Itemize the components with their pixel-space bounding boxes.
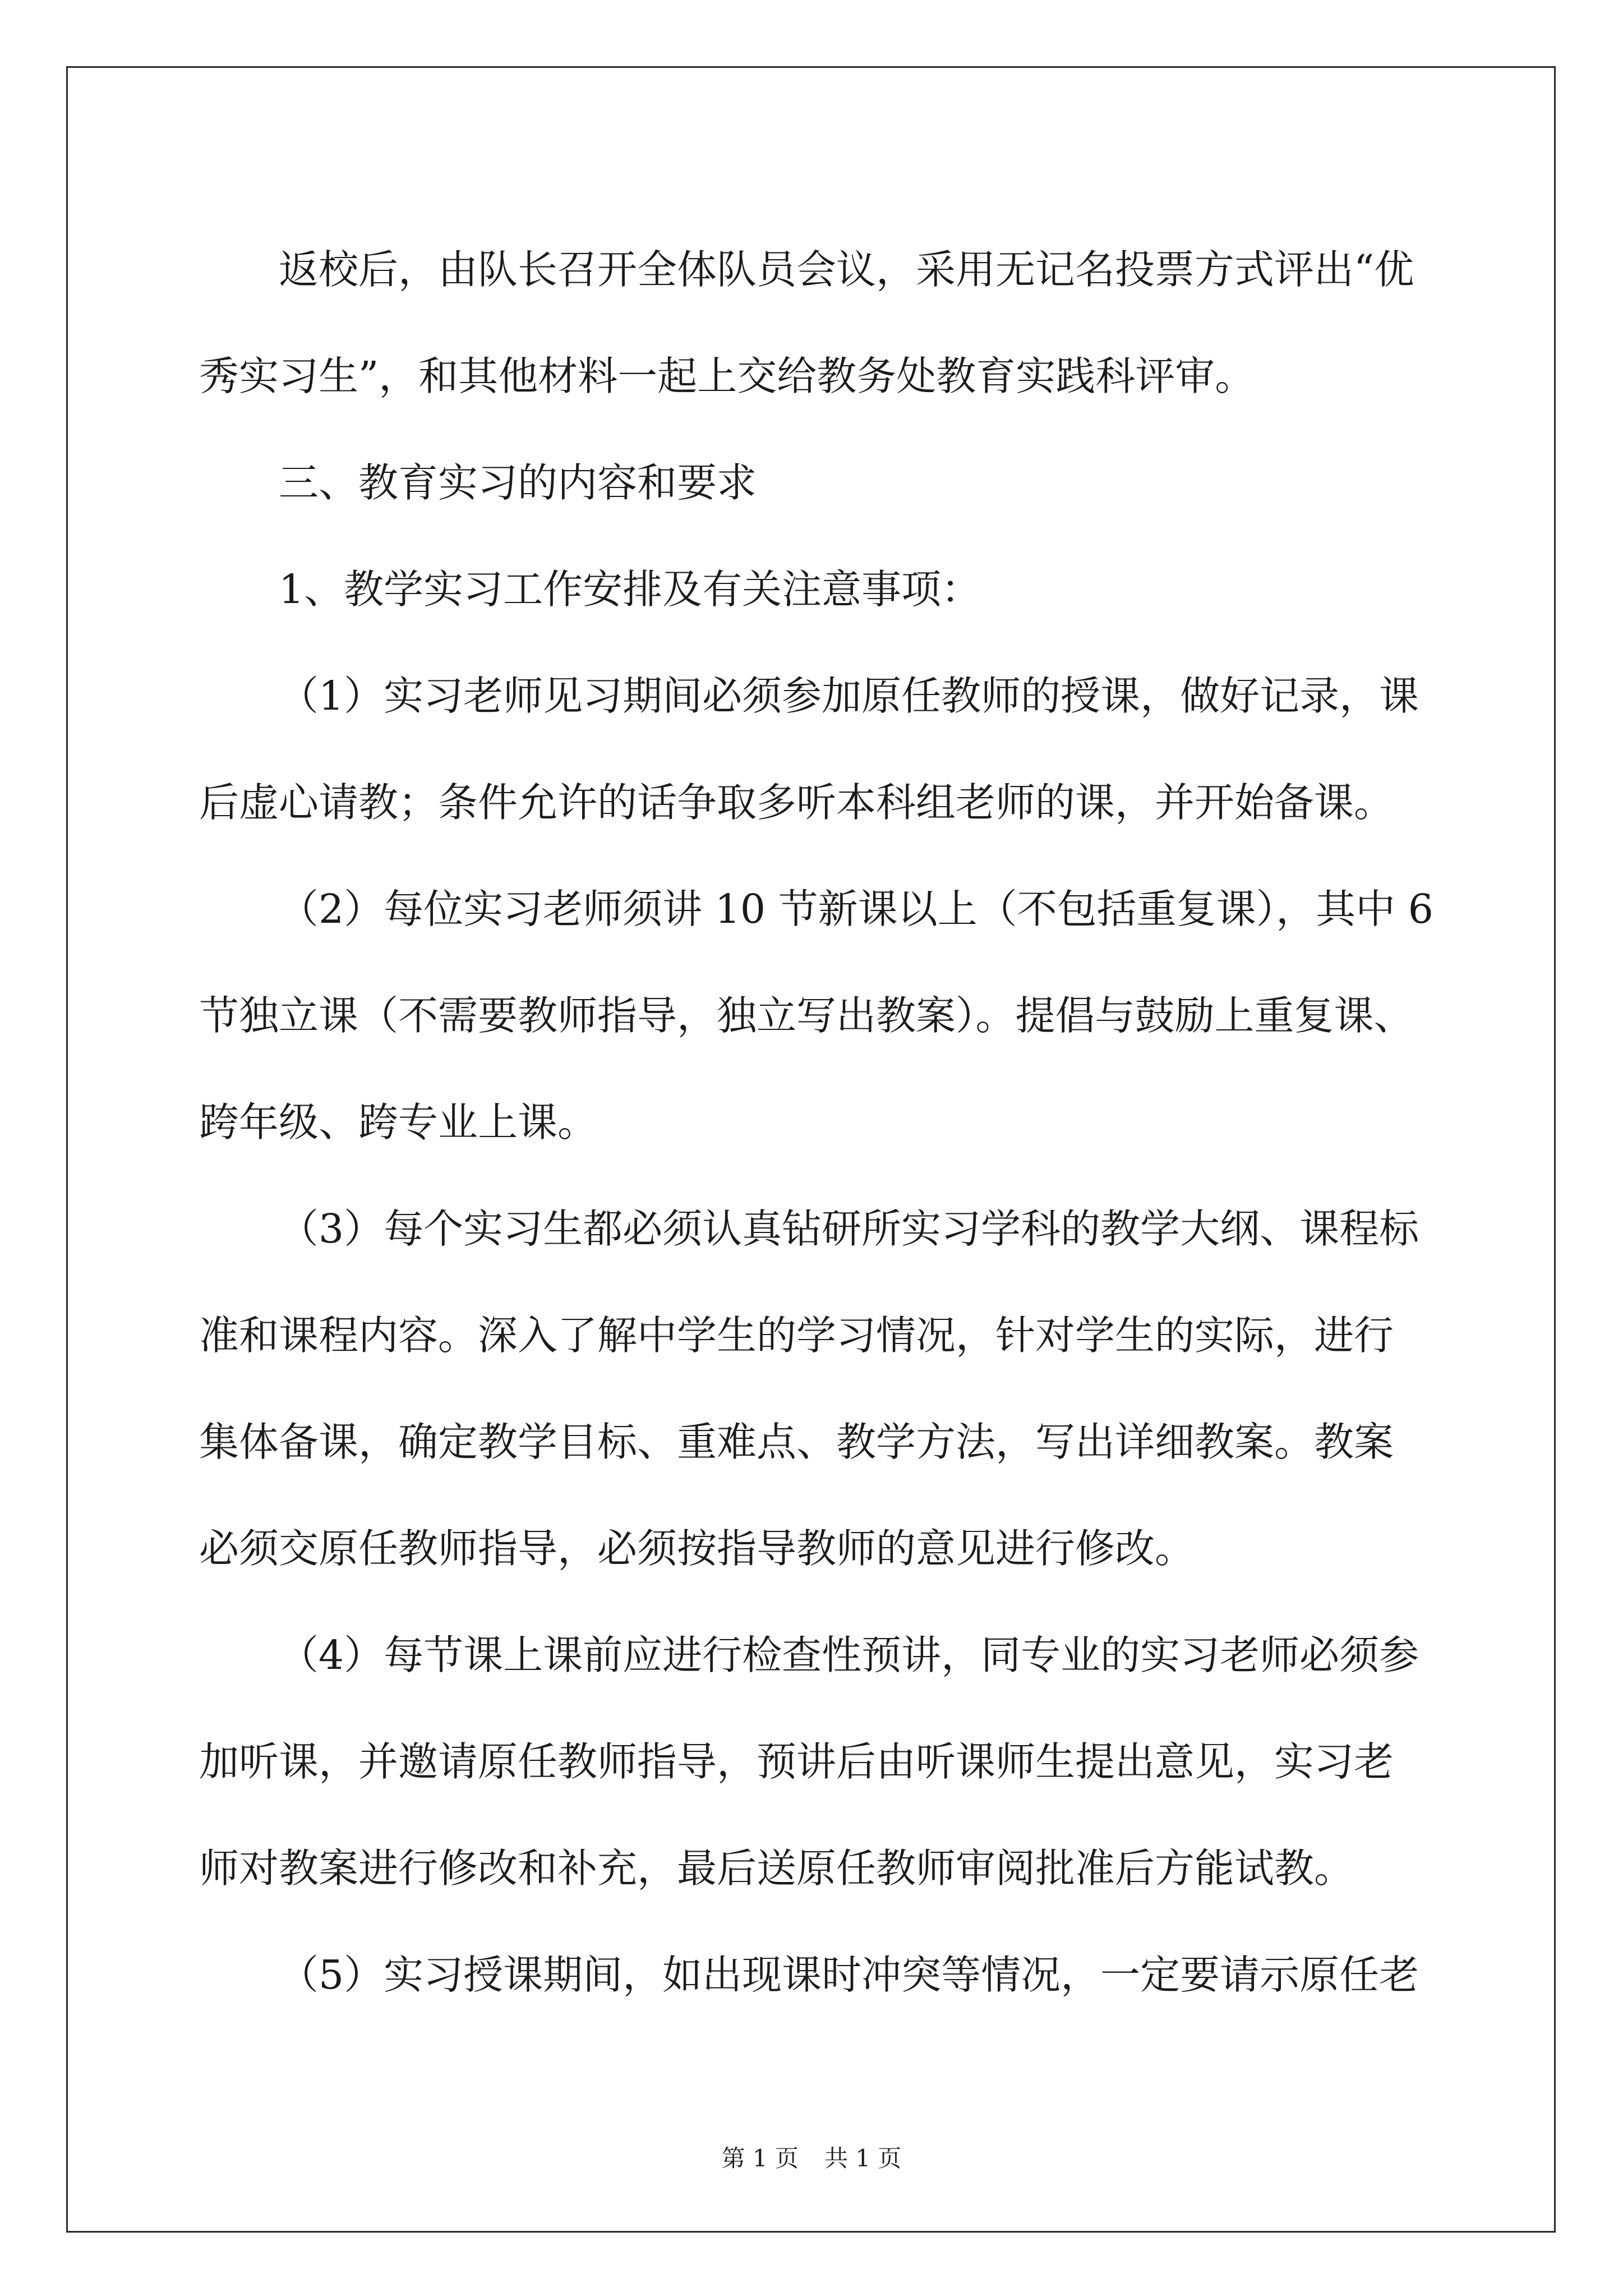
text-line: 三、教育实习的内容和要求 — [279, 459, 757, 506]
text-line: （4）每节课上课前应进行检查性预讲，同专业的实习老师必须参 — [279, 1632, 1419, 1678]
text-line: 必须交原任教师指导，必须按指导教师的意见进行修改。 — [199, 1525, 1195, 1572]
text-line: 跨年级、跨专业上课。 — [199, 1099, 598, 1145]
document-body — [199, 217, 1469, 2028]
text-line: （1）实习老师见习期间必须参加原任教师的授课，做好记录，课 — [279, 673, 1419, 719]
text-line: 集体备课，确定教学目标、重难点、教学方法，写出详细教案。教案 — [199, 1419, 1394, 1465]
text-line: 师对教案进行修改和补充，最后送原任教师审阅批准后方能试教。 — [199, 1845, 1354, 1892]
text-line: （2）每位实习老师须讲 10 节新课以上（不包括重复课），其中 6 — [279, 886, 1433, 932]
page-total: 共 1 页 — [824, 2145, 902, 2172]
text-line: 1、教学实习工作安排及有关注意事项： — [279, 566, 981, 613]
text-line: 节独立课（不需要教师指导，独立写出教案）。提倡与鼓励上重复课、 — [199, 992, 1414, 1039]
page-footer — [0, 2140, 1623, 2174]
text-line: 加听课，并邀请原任教师指导，预讲后由听课师生提出意见，实习老 — [199, 1738, 1394, 1785]
text-line: 准和课程内容。深入了解中学生的学习情况，针对学生的实际，进行 — [199, 1312, 1394, 1359]
text-line: （5）实习授课期间，如出现课时冲突等情况，一定要请示原任老 — [279, 1952, 1419, 1998]
text-line: 返校后，由队长召开全体队员会议，采用无记名投票方式评出“优 — [279, 246, 1414, 293]
text-line: 秀实习生”，和其他材料一起上交给教务处教育实践科评审。 — [199, 353, 1255, 399]
text-line: 后虚心请教；条件允许的话争取多听本科组老师的课，并开始备课。 — [199, 779, 1394, 826]
text-line: （3）每个实习生都必须认真钻研所实习学科的教学大纲、课程标 — [279, 1205, 1419, 1252]
page-number: 第 1 页 — [721, 2145, 799, 2172]
